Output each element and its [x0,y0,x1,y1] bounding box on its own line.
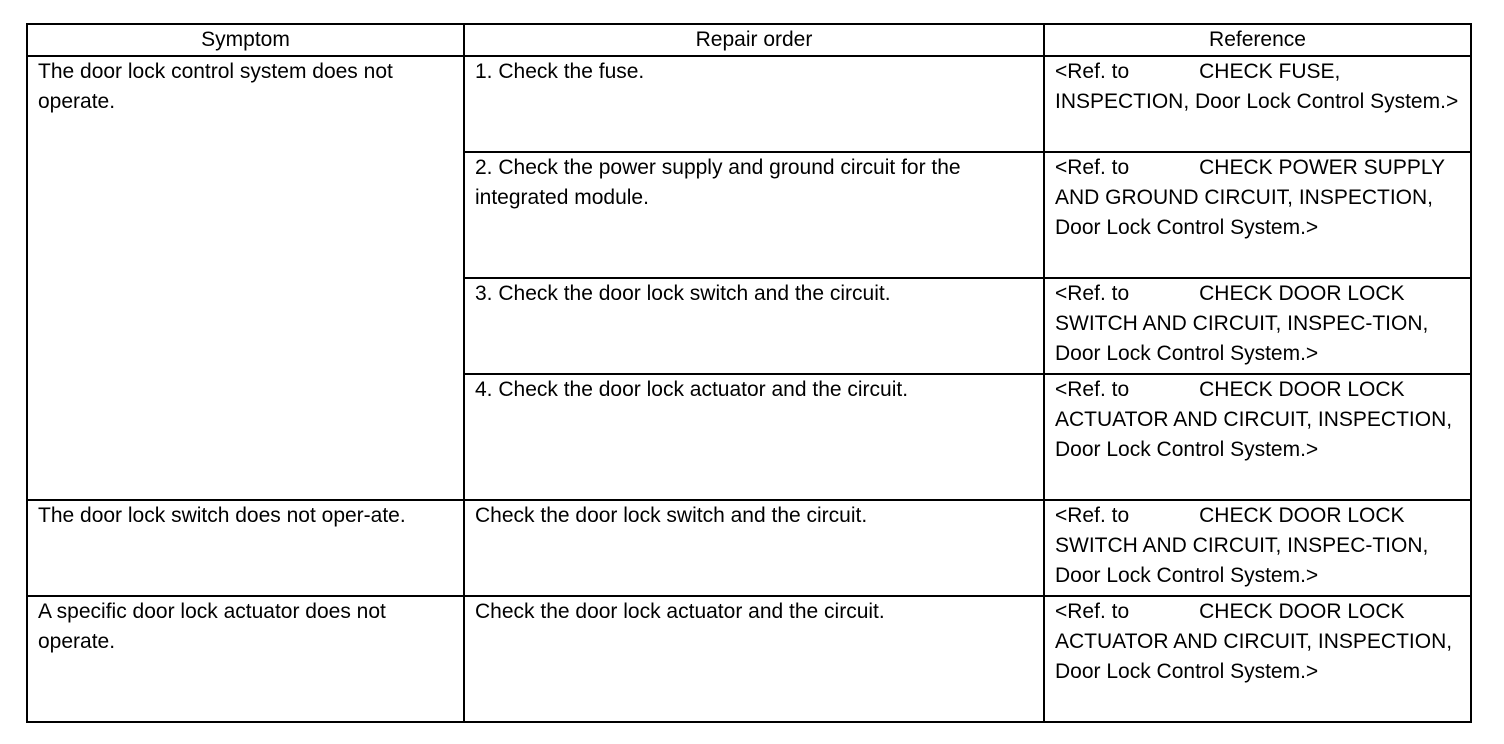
symptom-cell: The door lock switch does not oper-ate. [27,500,464,596]
reference-link[interactable]: CHECK DOOR LOCK ACTUATOR AND CIRCUIT, INSPECTION, Door Lock Control System.> [1055,600,1453,683]
reference-cell [1044,56,1471,152]
reference-prefix: <Ref. to [1055,378,1130,401]
repair-step-cell: Check the door lock actuator and the circuit. [464,596,1044,722]
header-row [27,24,1471,56]
reference-prefix: <Ref. to [1055,156,1130,179]
repair-step-cell: 1. Check the fuse. [464,56,1044,152]
table-row [27,596,1471,722]
reference-prefix: <Ref. to [1055,504,1130,527]
table-row [27,500,1471,596]
symptom-cell: A specific door lock actuator does not operate. [27,596,464,722]
repair-step-cell: 2. Check the power supply and ground circuit for the integrated module. [464,152,1044,278]
reference-cell [1044,152,1471,278]
repair-step-cell: 4. Check the door lock actuator and the circuit. [464,374,1044,500]
reference-prefix: <Ref. to [1055,60,1130,83]
reference-prefix: <Ref. to [1055,600,1130,623]
reference-cell [1044,500,1471,596]
reference-link[interactable]: CHECK DOOR LOCK ACTUATOR AND CIRCUIT, INSPECTION, Door Lock Control System.> [1055,378,1453,461]
reference-cell [1044,278,1471,374]
diagnostic-table [26,23,1472,723]
symptom-cell: The door lock control system does not operate. [27,56,464,500]
header-symptom: Symptom [27,24,464,56]
reference-link[interactable]: CHECK POWER SUPPLY AND GROUND CIRCUIT, INSPECTION, Door Lock Control System.> [1055,156,1445,239]
reference-link[interactable]: CHECK DOOR LOCK SWITCH AND CIRCUIT, INSPEC-TION, Door Lock Control System.> [1055,282,1429,365]
reference-cell [1044,596,1471,722]
header-repair-order: Repair order [464,24,1044,56]
reference-link[interactable]: CHECK DOOR LOCK SWITCH AND CIRCUIT, INSPEC-TION, Door Lock Control System.> [1055,504,1429,587]
repair-step-cell: Check the door lock switch and the circuit. [464,500,1044,596]
table-row [27,56,1471,152]
repair-step-cell: 3. Check the door lock switch and the circuit. [464,278,1044,374]
header-reference: Reference [1044,24,1471,56]
reference-cell [1044,374,1471,500]
reference-link[interactable]: CHECK FUSE, INSPECTION, Door Lock Control System.> [1055,60,1459,113]
reference-prefix: <Ref. to [1055,282,1130,305]
